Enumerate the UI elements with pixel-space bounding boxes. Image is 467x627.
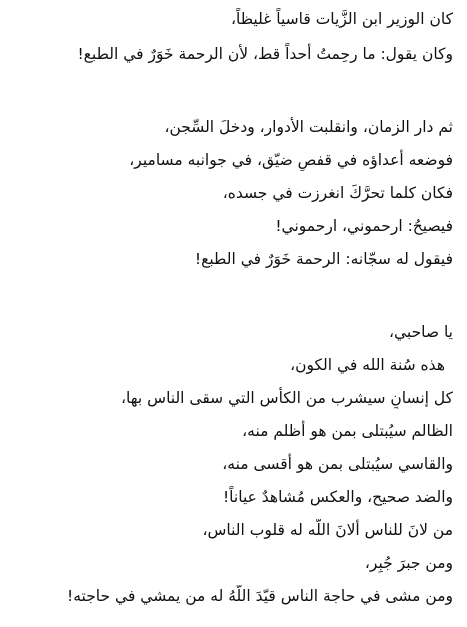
text-line: فيقول له سجّانه: الرحمة خَوَرٌ في الطبع! [194,250,453,268]
text-line: الظالم سيُبتلى بمن هو أظلم منه، [242,422,453,440]
text-line: وكان يقول: ما رحِمتُ أحداً قط، لأن الرحمة خَوَرٌ في الطبع! [77,45,453,63]
text-line: فوضعه أعداؤه في قفصٍ ضيّق، في جوانبه مسامير، [129,151,453,169]
text-line: ومن مشى في حاجة الناس قيّدَ اللّهُ له من يمشي في حاجته! [67,587,453,605]
text-line: ومن جبرَ جُبِر، [364,554,453,572]
text-line: هذه سُنة الله في الكون، [290,356,445,374]
text-line: من لانَ للناس ألانَ اللّه له قلوب الناس، [202,521,453,539]
text-line: ثم دار الزمان، وانقلبت الأدوار، ودخلَ السِّجن، [164,118,453,136]
text-line: فكان كلما تحرَّكَ انغرزت في جسده، [222,184,453,202]
text-line: والقاسي سيُبتلى بمن هو أقسى منه، [222,455,453,473]
text-line: كل إنسانٍ سيشرب من الكأس التي سقى الناس بها، [121,389,453,407]
text-line: كان الوزير ابن الزَّيات قاسياً غليظاً، [230,10,453,28]
text-line: والضد صحيح، والعكس مُشاهدٌ عياناً! [222,488,453,506]
text-line: فيصيحُ: ارحموني، ارحموني! [275,217,453,235]
text-line: يا صاحبي، [388,323,453,341]
